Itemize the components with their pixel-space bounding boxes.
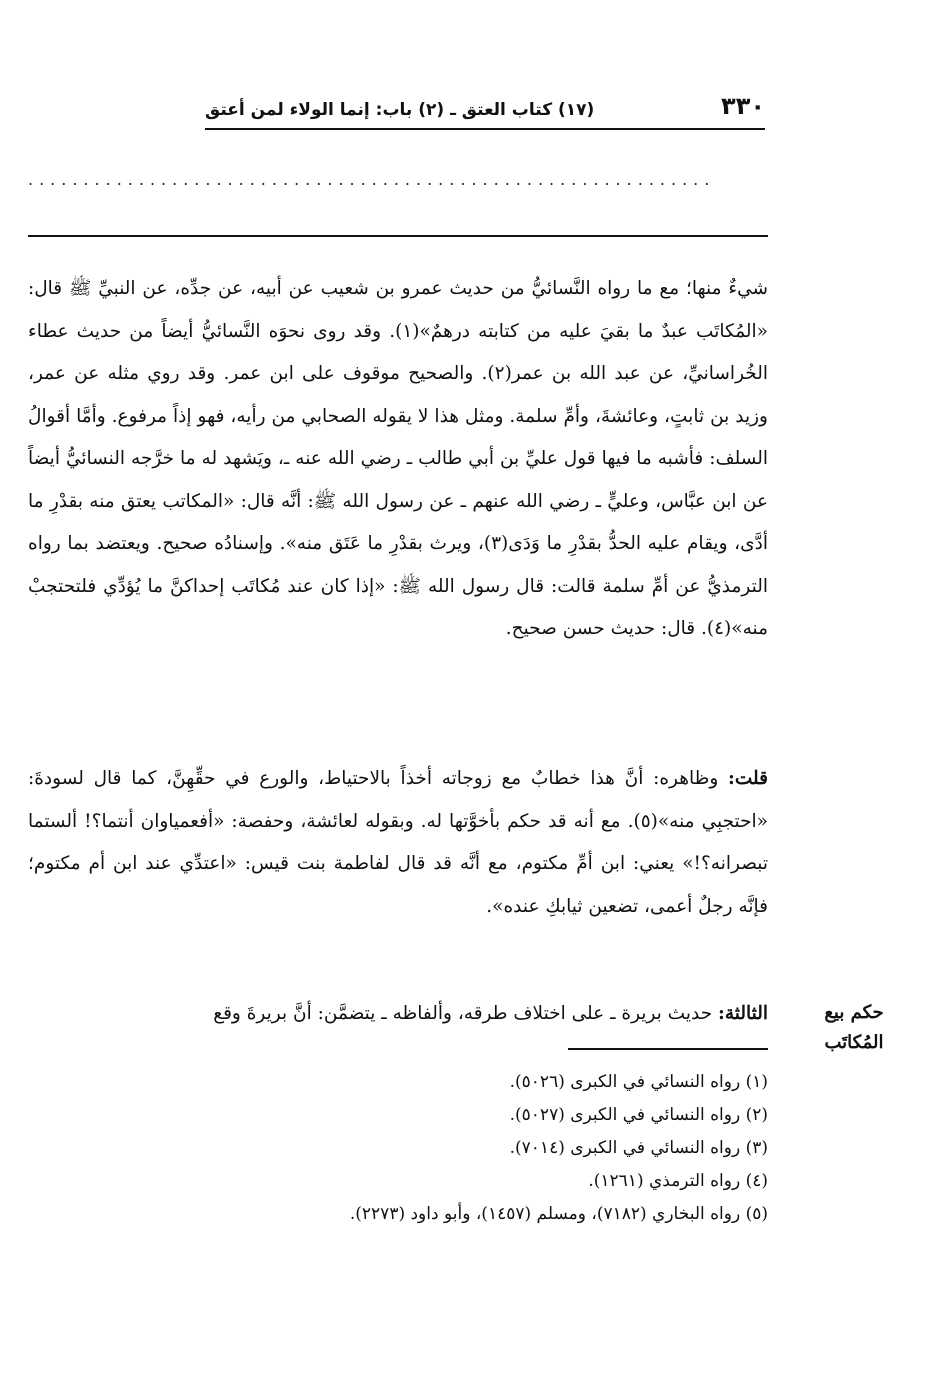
page-header [205, 92, 765, 130]
body-paragraph-1: شيءٌ منها؛ مع ما رواه النَّسائيُّ من حديث عمرو بن شعيب عن أبيه، عن جدِّه، عن النبيِّ ﷺ قال: «المُكاتَب عبدٌ ما بقيَ عليه من كتابته درهمٌ»(١). وقد روى نحوَه النَّسائيُّ أيضاً من حديث عطاء الخُراسانيِّ، عن عبد الله بن عمر(٢). والصحيح موقوف على ابن عمر. وقد روي مثله عن عمر، وزيد بن ثابتٍ، وعائشةَ، وأمِّ سلمة. ومثل هذا لا يقوله الصحابي من رأيه، فهو إذاً مرفوع. وأمَّا أقوالُ السلف: فأشبه ما فيها قول عليِّ بن أبي طالب ـ رضي الله عنه ـ، ويَشهد له ما خرَّجه النسائيُّ أيضاً عن ابن عبَّاس، وعليٍّ ـ رضي الله عنهم ـ عن رسول الله ﷺ: أنَّه قال: «المكاتب يعتق منه بقدْرِ ما أدَّى، ويقام عليه الحدُّ بقدْرِ ما وَدَى(٣)، ويرث بقدْرِ ما عَتَق منه». وإسنادُه صحيح. ويعتضد بما رواه الترمذيُّ عن أمِّ سلمة قالت: قال رسول الله ﷺ: «إذا كان عند مُكاتَب إحداكنَّ ما يُؤدِّي فلتحتجبْ منه»(٤). قال: حديث حسن صحيح. [28, 278, 769, 639]
paragraph-2-lead: قلت: [728, 768, 768, 789]
paragraph-2-text: وظاهره: أنَّ هذا خطابٌ مع زوجاته أخذاً بالاحتياط، والورع في حقِّهِنَّ، كما قال لسودةَ: «احتجبِي منه»(٥). مع أنه قد حكم بأخوَّتها له. وبقوله لعائشة، وحفصة: «أفعمياوان أنتما؟! ألستما تبصرانه؟!» يعني: ابن أمِّ مكتوم، مع أنَّه قد قال لفاطمة بنت قيس: «اعتدِّي عند ابن أم مكتوم؛ فإنَّه رجلٌ أعمى، تضعين ثيابكِ عنده». [28, 768, 768, 917]
footnote-1: (١) رواه النسائي في الكبرى (٥٠٢٦). [509, 1072, 768, 1092]
paragraph-3-text: حديث بريرة ـ على اختلاف طرقه، وألفاظه ـ يتضمَّن: أنَّ بريرةَ وقع [213, 1003, 719, 1024]
margin-note: حكم بيع المُكاتَب [824, 1002, 884, 1053]
running-title: (١٧) كتاب العتق ـ (٢) باب: إنما الولاء لمن أعتق [205, 100, 595, 120]
page-number: ٣٣٠ [721, 92, 765, 120]
footnote-3: (٣) رواه النسائي في الكبرى (٧٠١٤). [509, 1138, 768, 1158]
footnote-2: (٢) رواه النسائي في الكبرى (٥٠٢٧). [509, 1105, 768, 1125]
footnote-5: (٥) رواه البخاري (٧١٨٢)، ومسلم (١٤٥٧)، وأبو داود (٢٢٧٣). [349, 1204, 768, 1224]
omission-dots: .............................................................. [28, 170, 716, 189]
body-paragraph-2 [28, 758, 768, 928]
section-divider [28, 235, 768, 237]
paragraph-3-lead: الثالثة: [718, 1003, 768, 1024]
footnote-divider [568, 1048, 768, 1050]
footnotes [28, 1066, 768, 1231]
footnote-4: (٤) رواه الترمذي (١٢٦١). [588, 1171, 768, 1191]
body-paragraph-3 [28, 993, 768, 1036]
